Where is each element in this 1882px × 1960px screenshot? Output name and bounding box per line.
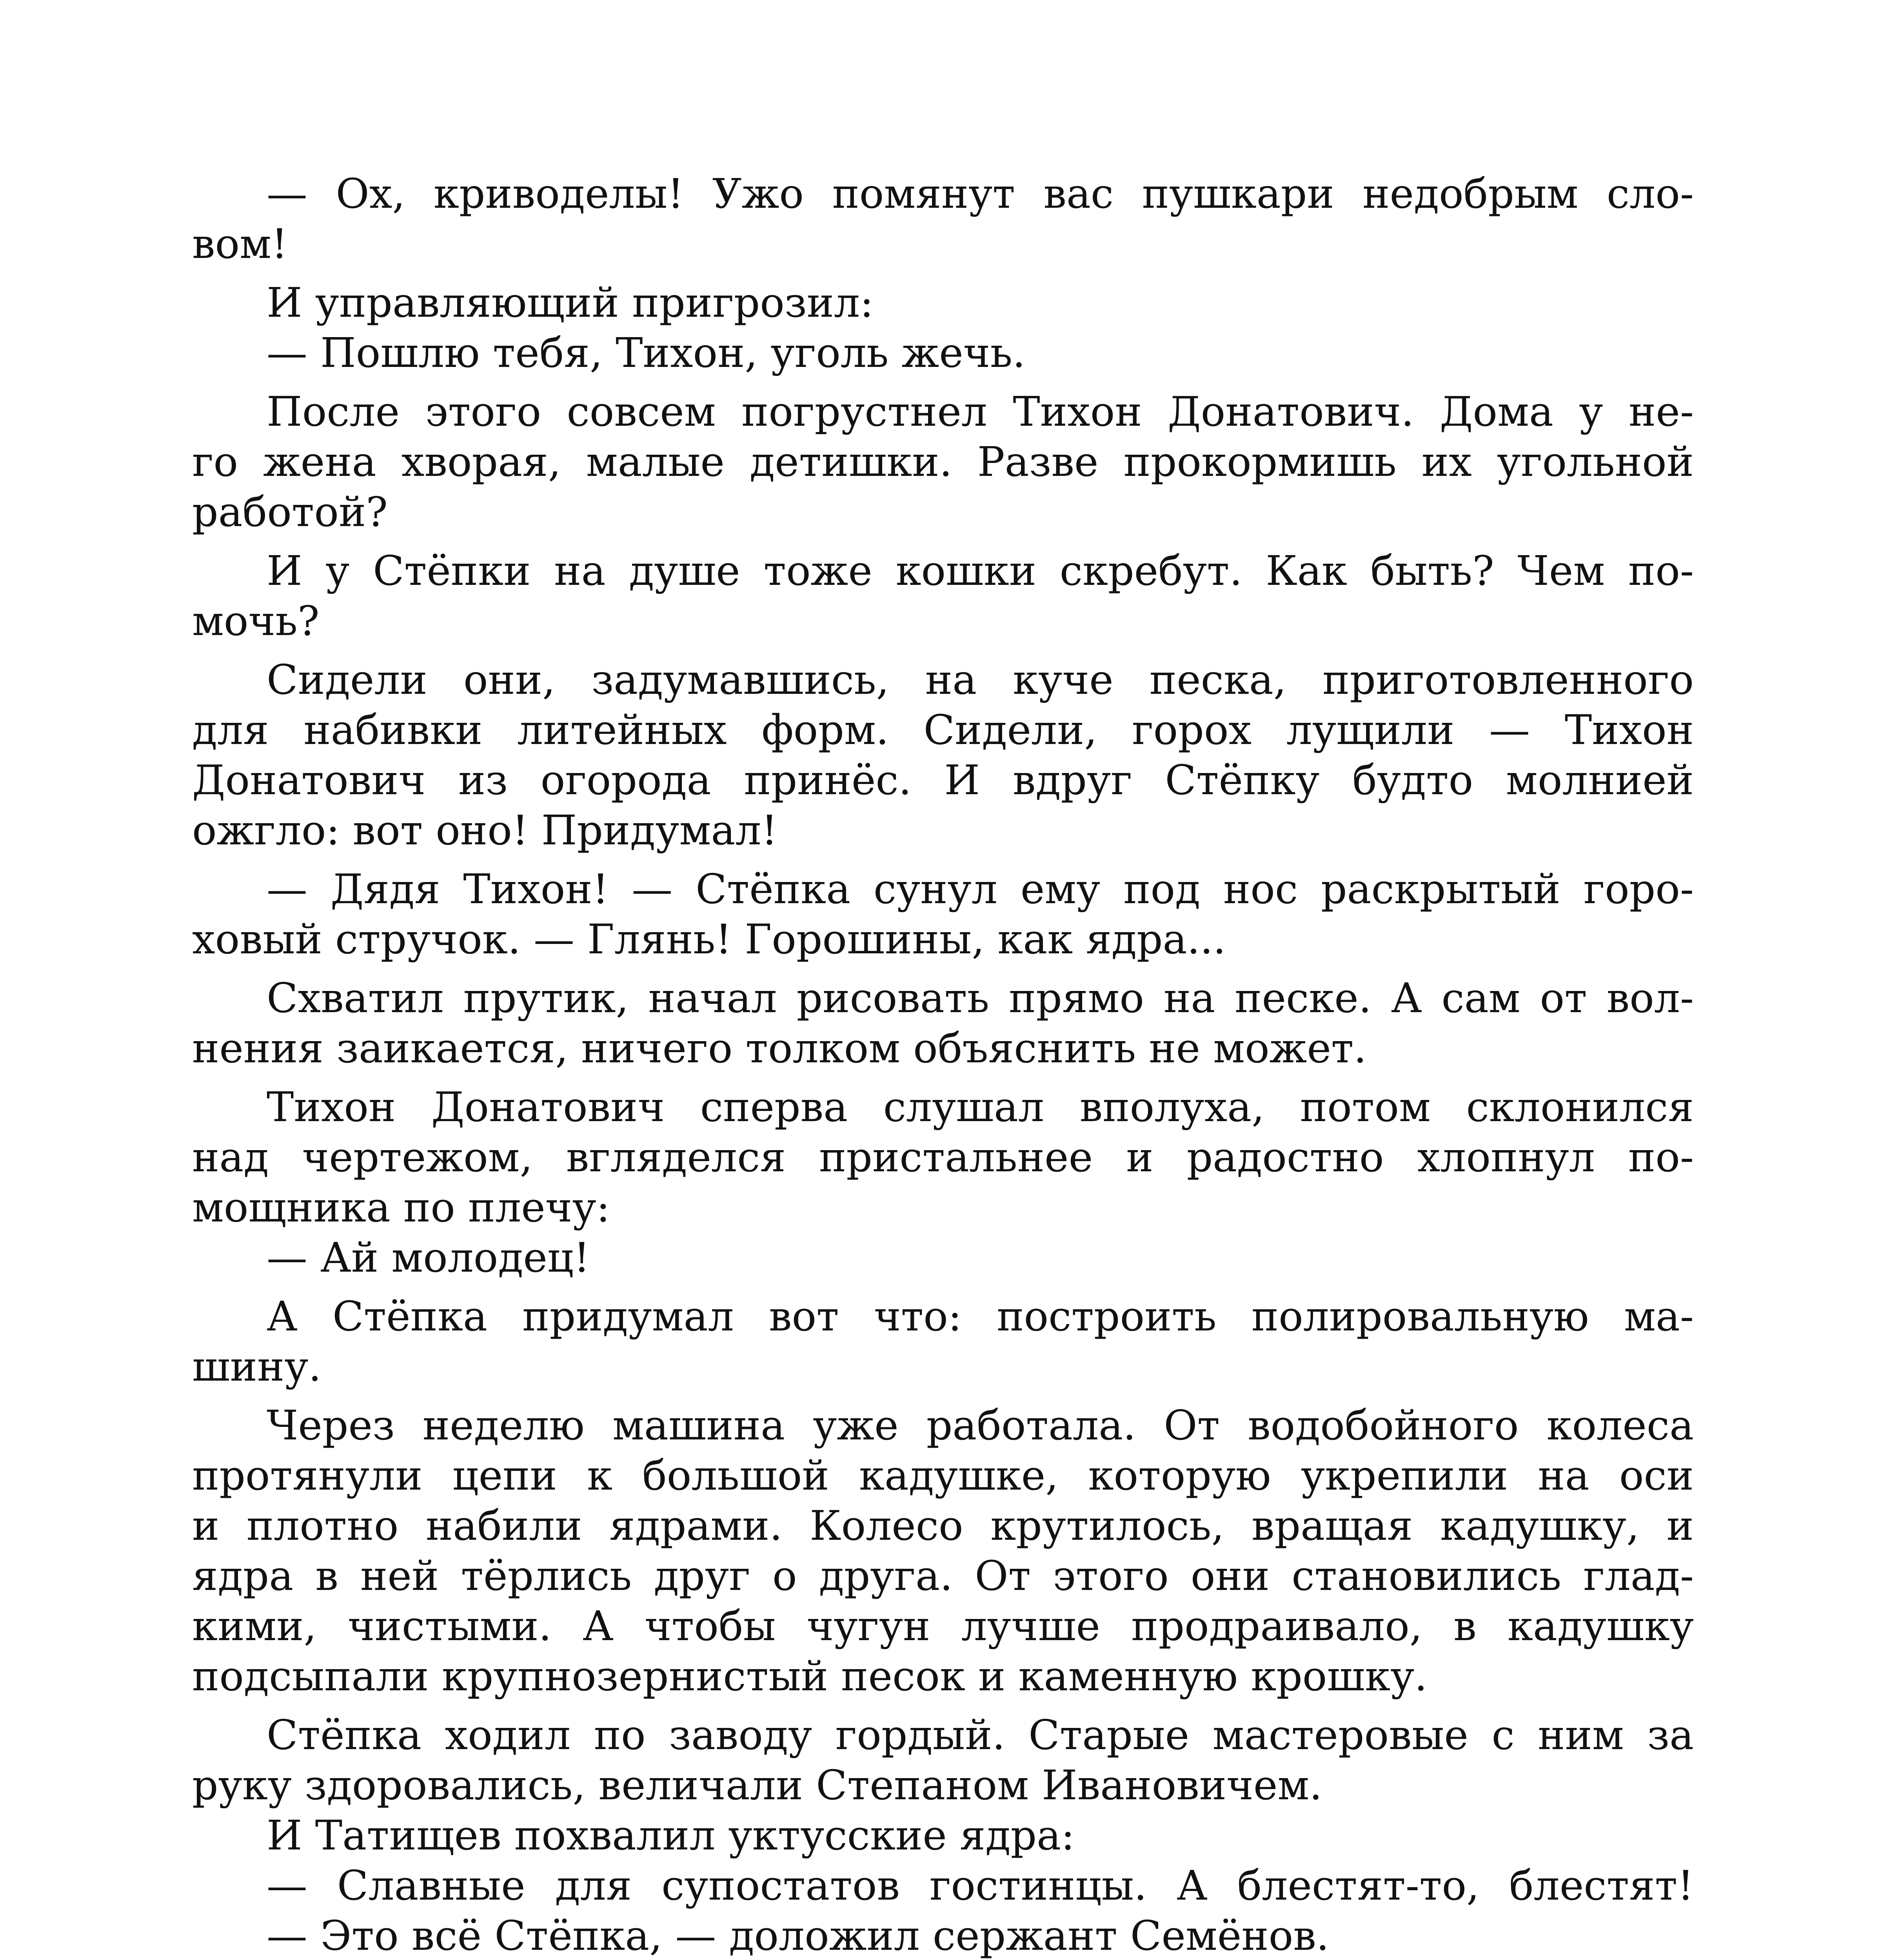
text-line bbox=[192, 973, 1694, 1023]
text-line bbox=[192, 864, 1694, 914]
text-line-content: ядра в ней тёрлись друг о друга. От этого они становились глад- bbox=[192, 1552, 1694, 1600]
text-line-content: Стёпка ходил по заводу гордый. Старые мастеровые с ним за bbox=[267, 1711, 1694, 1759]
text-line-content: — Ох, криводелы! Ужо помянут вас пушкари недобрым сло- bbox=[267, 170, 1694, 218]
text-line bbox=[192, 1710, 1694, 1760]
text-line-content: мочь? bbox=[192, 597, 320, 645]
text-line-content: подсыпали крупнозернистый песок и каменную крошку. bbox=[192, 1652, 1428, 1700]
text-line bbox=[192, 1450, 1694, 1501]
text-line-content: протянули цепи к большой кадушке, которую укрепили на оси bbox=[192, 1452, 1694, 1499]
text-line bbox=[192, 655, 1694, 705]
text-line bbox=[192, 1082, 1694, 1132]
text-line bbox=[192, 805, 1694, 855]
text-line bbox=[192, 169, 1694, 219]
text-line bbox=[192, 755, 1694, 805]
text-line bbox=[192, 1132, 1694, 1182]
text-line-content: вом! bbox=[192, 220, 288, 268]
text-line-content: И Татищев похвалил уктусские ядра: bbox=[267, 1811, 1075, 1859]
text-line-content: — Пошлю тебя, Тихон, уголь жечь. bbox=[267, 329, 1026, 377]
text-line bbox=[192, 487, 1694, 537]
text-line-content: — Это всё Стёпка, — доложил сержант Семёнов. bbox=[267, 1912, 1329, 1960]
text-line-content: и плотно набили ядрами. Колесо крутилось, вращая кадушку, и bbox=[192, 1502, 1694, 1550]
text-line-content: го жена хворая, малые детишки. Разве прокормишь их угольной bbox=[192, 438, 1694, 486]
text-line-content: — Ай молодец! bbox=[267, 1234, 590, 1281]
text-line-content: Тихон Донатович сперва слушал вполуха, потом склонился bbox=[267, 1083, 1694, 1131]
text-line bbox=[192, 914, 1694, 964]
text-line-content: А Стёпка придумал вот что: построить полировальную ма- bbox=[267, 1292, 1694, 1340]
text-line-content: Донатович из огорода принёс. И вдруг Стёпку будто молнией bbox=[192, 756, 1694, 804]
text-line-content: ховый стручок. — Глянь! Горошины, как ядра... bbox=[192, 915, 1226, 963]
text-line bbox=[192, 1760, 1694, 1810]
text-line bbox=[192, 1860, 1694, 1911]
text-line-content: — Славные для супостатов гостинцы. А блестят-то, блестят! bbox=[267, 1862, 1694, 1909]
text-line bbox=[192, 596, 1694, 646]
text-line bbox=[192, 1551, 1694, 1601]
text-line-content: для набивки литейных форм. Сидели, горох лущили — Тихон bbox=[192, 706, 1694, 754]
text-line bbox=[192, 387, 1694, 437]
text-line-content: кими, чистыми. А чтобы чугун лучше продраивало, в кадушку bbox=[192, 1602, 1694, 1650]
text-line bbox=[192, 1341, 1694, 1392]
text-line bbox=[192, 437, 1694, 487]
text-line bbox=[192, 1291, 1694, 1341]
text-line-content: нения заикается, ничего толком объяснить не может. bbox=[192, 1024, 1367, 1072]
text-line-content: шину. bbox=[192, 1343, 322, 1390]
text-line-content: И управляющий пригрозил: bbox=[267, 279, 874, 327]
text-line bbox=[192, 1182, 1694, 1232]
text-line bbox=[192, 1651, 1694, 1701]
text-line bbox=[192, 1911, 1694, 1960]
text-line-content: мощника по плечу: bbox=[192, 1183, 610, 1231]
text-line-content: После этого совсем погрустнел Тихон Донатович. Дома у не- bbox=[267, 388, 1694, 436]
text-line-content: Сидели они, задумавшись, на куче песка, приготовленного bbox=[267, 656, 1694, 704]
text-line-content: работой? bbox=[192, 488, 388, 536]
text-line-content: И у Стёпки на душе тоже кошки скребут. Как быть? Чем по- bbox=[267, 547, 1694, 595]
text-line bbox=[192, 1501, 1694, 1551]
text-line bbox=[192, 705, 1694, 755]
text-line-content: над чертежом, вгляделся пристальнее и радостно хлопнул по- bbox=[192, 1133, 1694, 1181]
body-text bbox=[192, 169, 1694, 1960]
text-line bbox=[192, 546, 1694, 596]
text-line bbox=[192, 219, 1694, 269]
text-line bbox=[192, 1810, 1694, 1860]
text-line-content: ожгло: вот оно! Придумал! bbox=[192, 806, 778, 854]
text-line-content: руку здоровались, величали Степаном Ивановичем. bbox=[192, 1761, 1322, 1809]
text-line bbox=[192, 328, 1694, 378]
text-line bbox=[192, 1023, 1694, 1073]
text-line-content: — Дядя Тихон! — Стёпка сунул ему под нос раскрытый горо- bbox=[267, 865, 1694, 913]
text-line-content: Схватил прутик, начал рисовать прямо на песке. А сам от вол- bbox=[267, 974, 1694, 1022]
text-line bbox=[192, 1400, 1694, 1450]
text-line-content: Через неделю машина уже работала. От водобойного колеса bbox=[267, 1401, 1694, 1449]
text-line bbox=[192, 1601, 1694, 1651]
text-line bbox=[192, 278, 1694, 328]
text-line bbox=[192, 1232, 1694, 1283]
